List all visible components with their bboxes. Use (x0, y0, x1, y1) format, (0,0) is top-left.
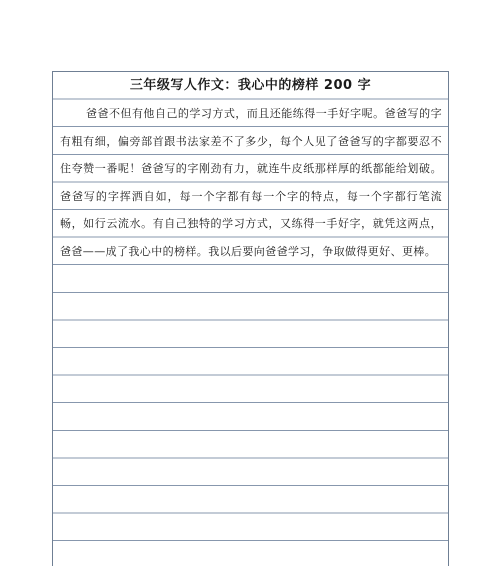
ruled-paper (52, 71, 449, 566)
essay-paragraph: 爸爸不但有他自己的学习方式，而且还能练得一手好字呢。爸爸写的字有粗有细，偏旁部首跟书法家差不了多少，每个人见了爸爸写的字都要忍不住夸赞一番呢！爸爸写的字刚劲有力，就连牛皮纸那样厚的纸都能给划破。爸爸写的字挥洒自如，每一个字都有每一个字的特点，每一个字都行笔流畅，如行云流水。有自己独特的学习方式，又练得一手好字，就凭这两点，爸爸——成了我心中的榜样。我以后要向爸爸学习，争取做得更好、更棒。 (60, 107, 442, 258)
essay-title: 三年级写人作文：我心中的榜样 200 字 (129, 78, 372, 93)
